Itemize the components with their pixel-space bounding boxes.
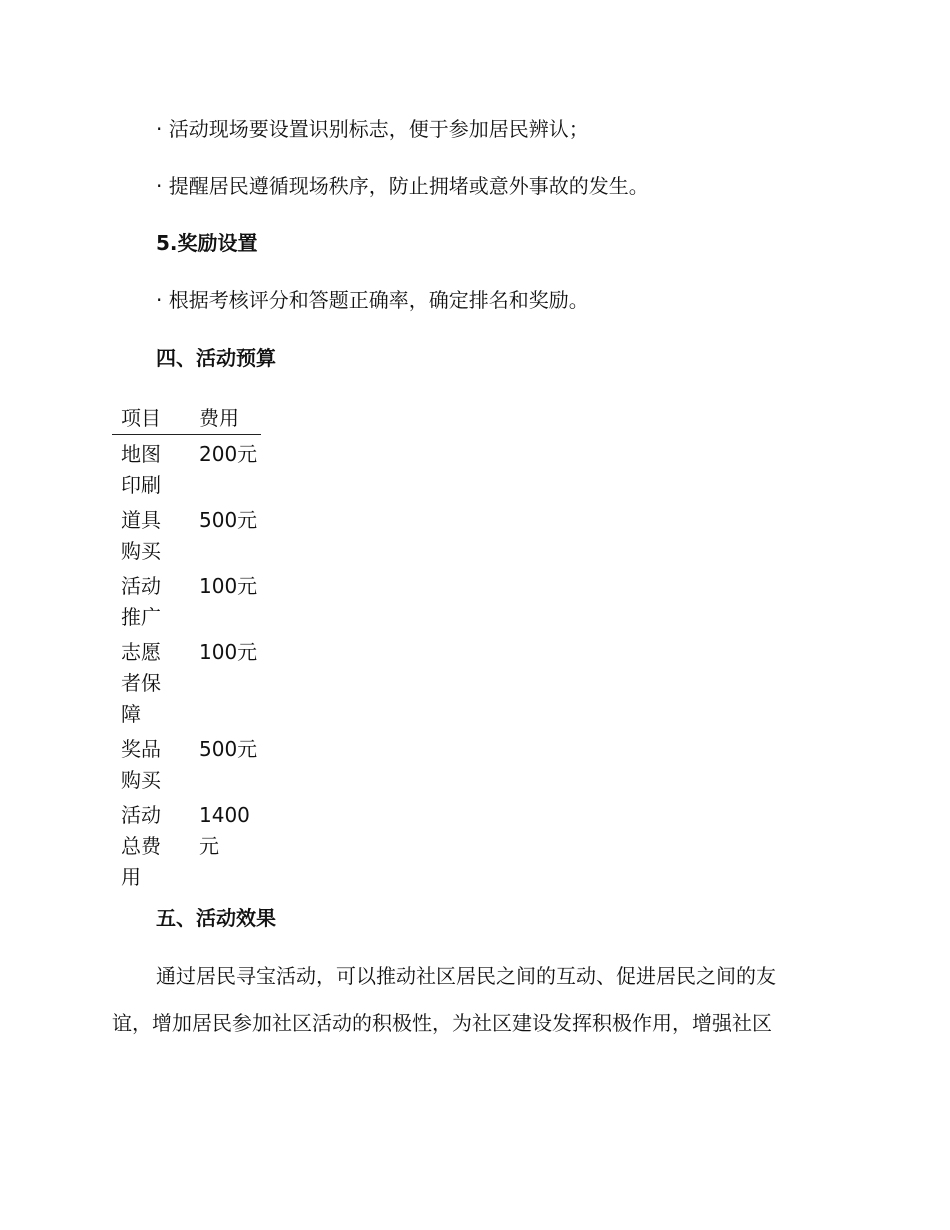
section-heading-effect: 五、活动效果 <box>156 906 276 930</box>
budget-item-cost: 200元 <box>199 442 258 466</box>
budget-item-cost: 100元 <box>199 640 258 664</box>
paragraph-line: 谊，增加居民参加社区活动的积极性，为社区建设发挥积极作用，增强社区 <box>112 1011 772 1035</box>
table-row <box>112 567 261 633</box>
table-row <box>112 435 261 502</box>
budget-item-name: 志愿者保障 <box>121 640 161 726</box>
table-row <box>112 796 261 893</box>
column-header-cost: 费用 <box>190 402 261 435</box>
budget-item-name: 活动推广 <box>121 574 161 629</box>
bullet-item: · 根据考核评分和答题正确率，确定排名和奖励。 <box>156 288 589 312</box>
budget-table <box>112 402 261 893</box>
bullet-item: · 活动现场要设置识别标志，便于参加居民辨认； <box>156 117 589 141</box>
table-row <box>112 501 261 567</box>
budget-item-name: 活动总费用 <box>121 803 161 889</box>
table-row <box>112 633 261 730</box>
budget-item-cost: 500元 <box>199 737 258 761</box>
budget-item-cost: 100元 <box>199 574 258 598</box>
budget-item-cost: 500元 <box>199 508 258 532</box>
section-heading-rewards: 5.奖励设置 <box>156 231 258 255</box>
budget-item-name: 奖品购买 <box>121 737 161 792</box>
budget-item-name: 道具购买 <box>121 508 161 563</box>
table-header-row <box>112 402 261 435</box>
bullet-item: · 提醒居民遵循现场秩序，防止拥堵或意外事故的发生。 <box>156 174 649 198</box>
table-row <box>112 730 261 796</box>
budget-item-name: 地图印刷 <box>121 442 161 497</box>
paragraph-line: 通过居民寻宝活动，可以推动社区居民之间的互动、促进居民之间的友 <box>156 964 776 988</box>
column-header-item: 项目 <box>112 402 190 435</box>
budget-item-cost: 1400元 <box>199 803 250 858</box>
section-heading-budget: 四、活动预算 <box>156 346 276 370</box>
